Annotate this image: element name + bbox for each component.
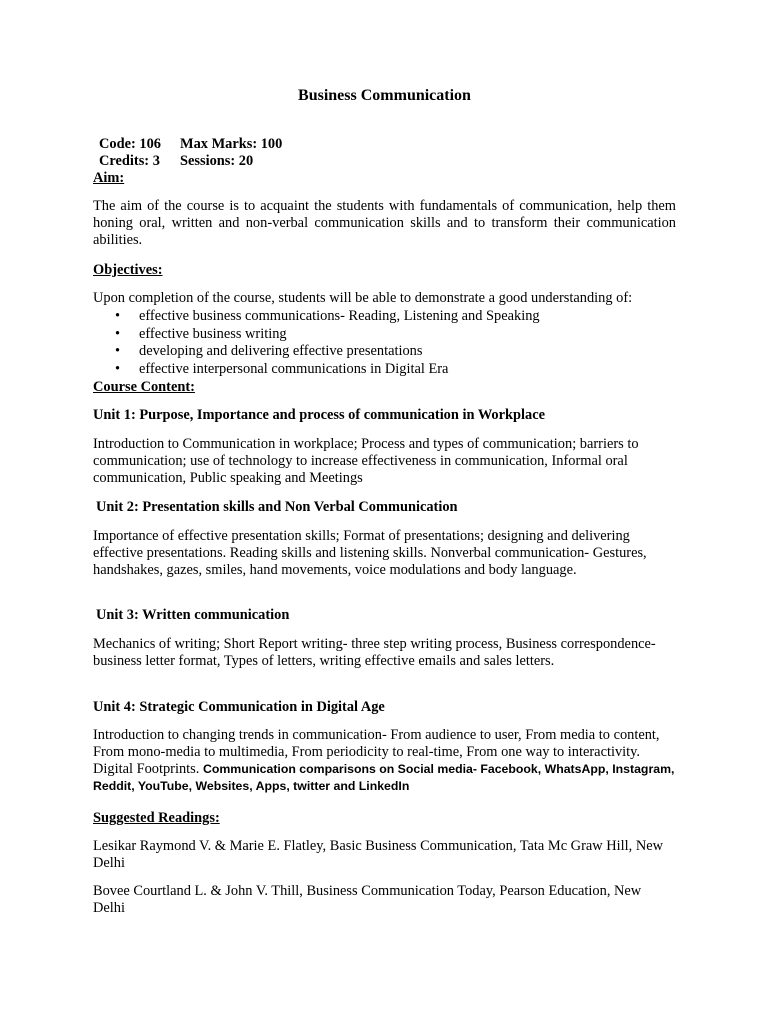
reading-item: Lesikar Raymond V. & Marie E. Flatley, Basic Business Communication, Tata Mc Graw Hill, New Delhi	[93, 838, 664, 871]
reading-item: Bovee Courtland L. & John V. Thill, Business Communication Today, Pearson Education, New Delhi	[93, 883, 642, 916]
unit-2-text: Importance of effective presentation skills; Format of presentations; designing and delivering effective presentations. Reading skills and listening skills. Nonverbal communication- Gestures, handshakes, gazes, smiles, hand movements, voice modulations and body language.	[93, 528, 647, 578]
unit-4-title: Unit 4: Strategic Communication in Digital Age	[93, 699, 385, 715]
aim-heading: Aim:	[93, 170, 125, 186]
meta-row-2	[99, 153, 282, 170]
unit-3-title: Unit 3: Written communication	[96, 607, 290, 623]
bullet-icon: •	[115, 360, 121, 377]
unit-1-text: Introduction to Communication in workplace; Process and types of communication; barriers to communication; use of technology to increase effectiveness in communication, Informal oral communication, Public speaking and Meetings	[93, 436, 639, 486]
unit-2-title: Unit 2: Presentation skills and Non Verbal Communication	[96, 499, 458, 515]
bullet-icon: •	[115, 343, 121, 360]
list-item: • effective business communications- Reading, Listening and Speaking	[115, 308, 540, 324]
list-item: • developing and delivering effective presentations	[115, 343, 423, 360]
unit-4-text	[93, 727, 676, 795]
meta-row-1	[99, 136, 282, 153]
max-marks: Max Marks: 100	[180, 136, 283, 152]
list-item: • effective business writing	[115, 325, 287, 342]
objectives-heading: Objectives:	[93, 262, 163, 278]
course-code: Code: 106	[99, 136, 161, 152]
bullet-icon: •	[115, 308, 121, 324]
bullet-icon: •	[115, 325, 121, 342]
aim-text: The aim of the course is to acquaint the students with fundamentals of communication, help them honing oral, written and non-verbal communication skills and to transform their communication abilities.	[93, 198, 676, 248]
unit-3-text: Mechanics of writing; Short Report writing- three step writing process, Business correspondence-business letter format, Types of letters, writing effective emails and sales letters.	[93, 636, 656, 669]
course-credits: Credits: 3	[99, 152, 160, 169]
course-sessions: Sessions: 20	[180, 152, 254, 169]
unit-4-text-main: Introduction to changing trends in communication- From audience to user, From media to content, From mono-media to multimedia, From periodicity to real-time, From one way to interactivity. Digital Footprints.	[93, 727, 660, 777]
unit-1-title: Unit 1: Purpose, Importance and process of communication in Workplace	[93, 407, 545, 423]
list-item: • effective interpersonal communications in Digital Era	[115, 360, 449, 377]
objectives-intro: Upon completion of the course, students will be able to demonstrate a good understanding of:	[93, 290, 633, 306]
course-content-heading: Course Content:	[93, 379, 195, 395]
page-title: Business Communication	[298, 87, 471, 104]
unit-4-text-bold: Communication comparisons on Social media- Facebook, WhatsApp, Instagram, Reddit, YouTube, Websites, Apps, twitter and LinkedIn	[93, 762, 675, 793]
course-meta	[99, 136, 282, 169]
readings-heading: Suggested Readings:	[93, 810, 220, 826]
objectives-list	[93, 308, 676, 378]
